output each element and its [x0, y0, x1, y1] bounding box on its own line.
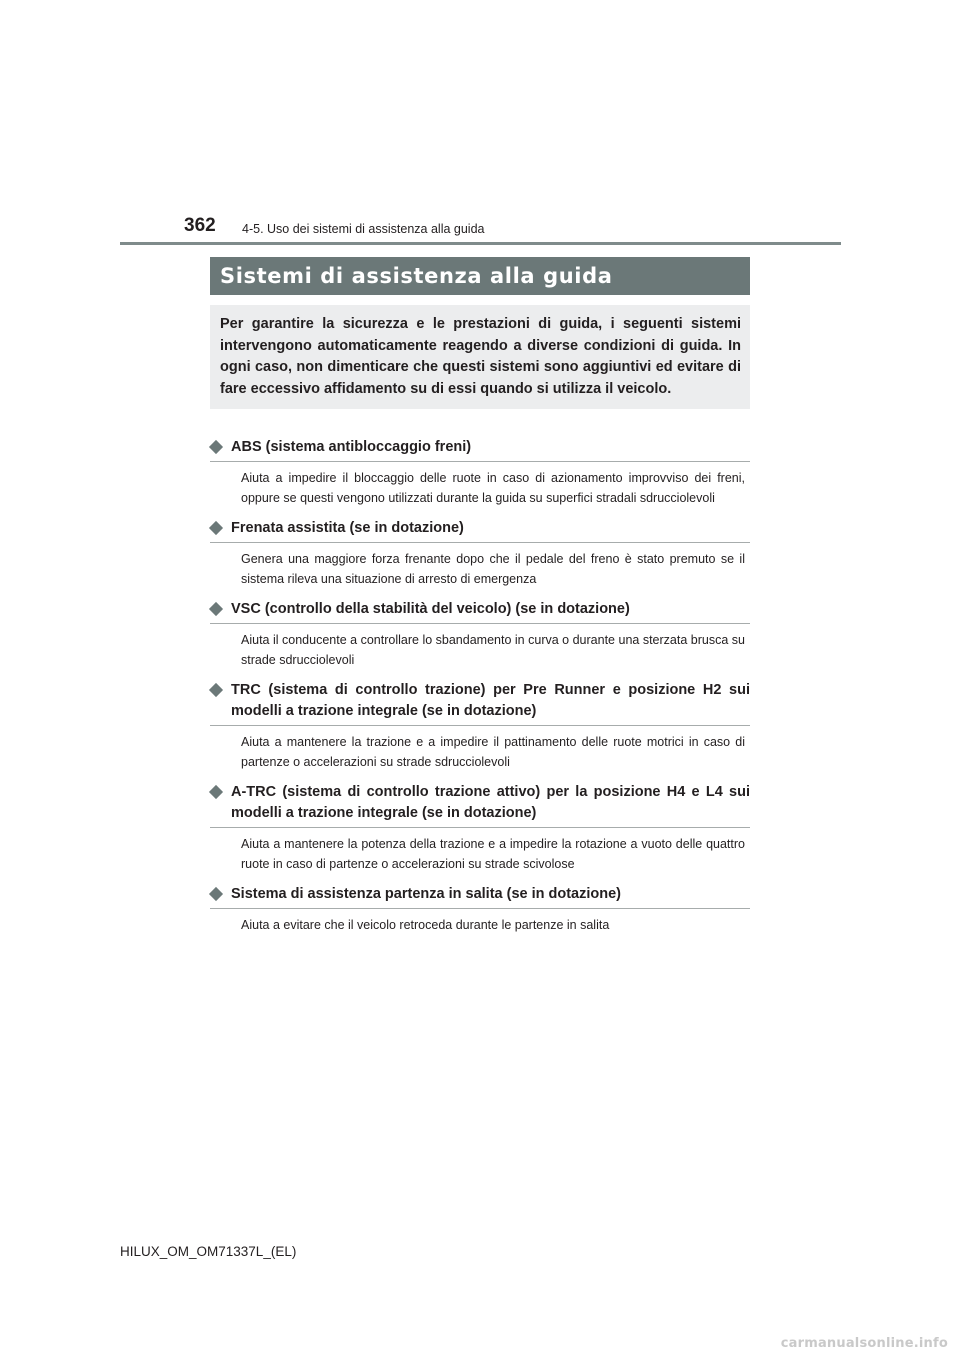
- section-body: Aiuta a impedire il bloccaggio delle ruote in caso di azionamento improvviso dei freni, oppure se questi vengono utilizzati durante la guida su superfici stradali sdrucciolevoli: [241, 471, 745, 505]
- diamond-bullet-icon: [209, 602, 223, 616]
- section-a-trc: [210, 782, 750, 874]
- section-body: Genera una maggiore forza frenante dopo che il pedale del freno è stato premuto se il sistema rileva una situazione di arresto di emergenza: [241, 552, 745, 586]
- section-heading-text: ABS (sistema antibloccaggio freni): [231, 439, 472, 455]
- page-title: Sistemi di assistenza alla guida: [220, 264, 613, 288]
- diamond-bullet-icon: [209, 887, 223, 901]
- page-title-band: [210, 257, 750, 295]
- diamond-bullet-icon: [209, 785, 223, 799]
- section-heading: [210, 599, 750, 624]
- section-vsc: [210, 599, 750, 670]
- section-heading: [210, 680, 750, 726]
- page-number: 362: [184, 215, 216, 236]
- diamond-bullet-icon: [209, 440, 223, 454]
- header-divider: [120, 242, 841, 245]
- section-heading: [210, 518, 750, 543]
- section-heading: [210, 884, 750, 909]
- section-heading-text: Frenata assistita (se in dotazione): [231, 520, 464, 536]
- section-heading: [210, 437, 750, 462]
- section-heading-text: TRC (sistema di controllo trazione) per Pre Runner e posizione H2 sui modelli a trazione integrale (se in dotazione): [231, 682, 750, 719]
- intro-box: Per garantire la sicurezza e le prestazioni di guida, i seguenti sistemi intervengono automaticamente reagendo a diverse condizioni di guida. In ogni caso, non dimenticare che questi sistemi sono aggiuntivi ed evitare di fare eccessivo affidamento su di essi quando si utilizza il veicolo.: [210, 305, 750, 409]
- diamond-bullet-icon: [209, 521, 223, 535]
- breadcrumb: 4-5. Uso dei sistemi di assistenza alla guida: [242, 222, 485, 236]
- systems-list: [210, 437, 750, 946]
- section-heading: [210, 782, 750, 828]
- section-heading-text: VSC (controllo della stabilità del veicolo) (se in dotazione): [231, 601, 630, 617]
- section-body: Aiuta a mantenere la potenza della trazione e a impedire la rotazione a vuoto delle quattro ruote in caso di partenze o accelerazioni su strade scivolose: [241, 837, 745, 871]
- section-body: Aiuta a evitare che il veicolo retroceda durante le partenze in salita: [241, 918, 610, 932]
- section-body: Aiuta il conducente a controllare lo sbandamento in curva o durante una sterzata brusca su strade sdrucciolevoli: [241, 633, 745, 667]
- section-heading-text: A-TRC (sistema di controllo trazione attivo) per la posizione H4 e L4 sui modelli a trazione integrale (se in dotazione): [231, 784, 750, 821]
- section-brake-assist: [210, 518, 750, 589]
- watermark: carmanualsonline.info: [780, 1336, 948, 1351]
- section-hill-start-assist: [210, 884, 750, 936]
- section-body: Aiuta a mantenere la trazione e a impedire il pattinamento delle ruote motrici in caso di partenze o accelerazioni su strade sdrucciolevoli: [241, 735, 745, 769]
- manual-code: HILUX_OM_OM71337L_(EL): [120, 1244, 297, 1259]
- diamond-bullet-icon: [209, 683, 223, 697]
- section-heading-text: Sistema di assistenza partenza in salita (se in dotazione): [231, 886, 622, 902]
- section-trc: [210, 680, 750, 772]
- section-abs: [210, 437, 750, 508]
